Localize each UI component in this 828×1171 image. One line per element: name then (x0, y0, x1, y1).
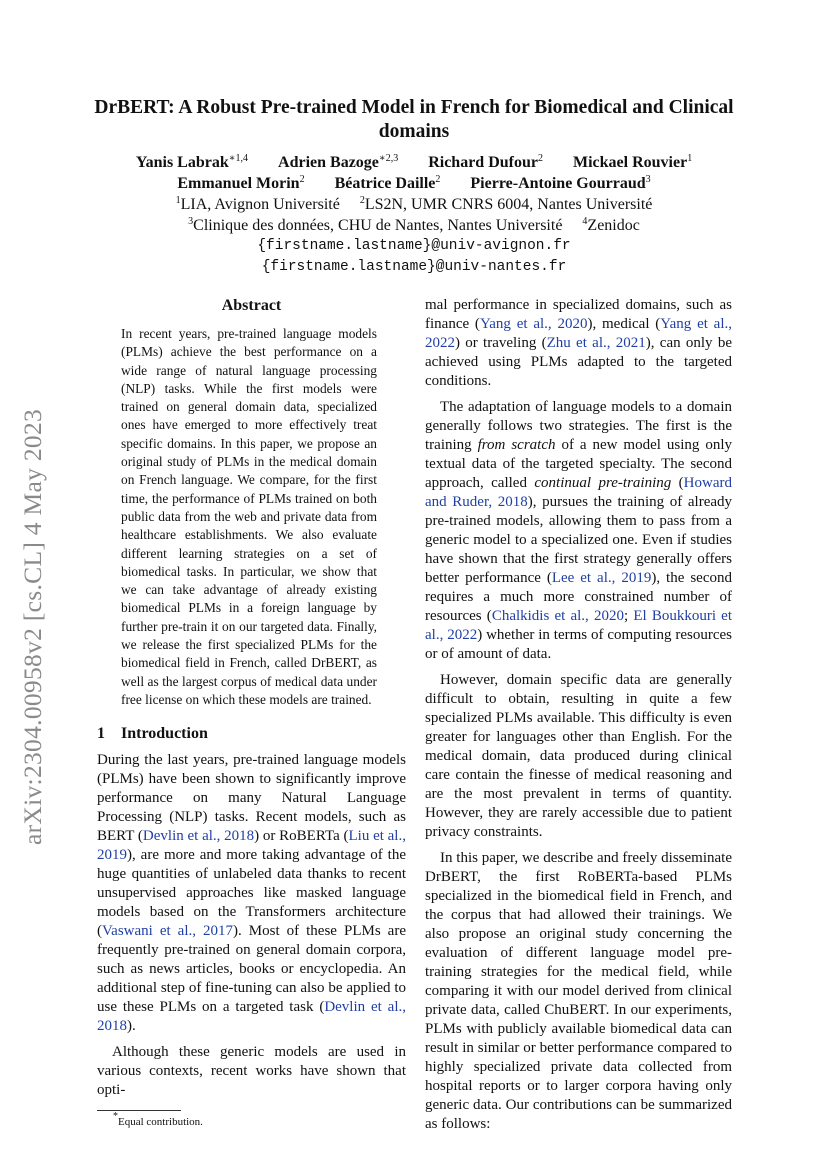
affiliation-row-2: $^3$Clinique des données, CHU de Nantes, Nantes Université $^4$Zenidoc (188, 216, 640, 234)
citation-link[interactable]: Yang et al., 2022 (425, 316, 733, 351)
abstract-text: In recent years, pre-trained language models (PLMs) achieve the best performance on a wide range of natural language processing (NLP) tasks. While the first models were trained on general domain data, specialized ones have emerged to more effectively treat specific domains. In this paper, we propose an original study of PLMs in the medical domain on French language. We compare, for the first time, the performance of PLMs trained on both public data from the web and private data from healthcare establishments. We also evaluate different learning strategies on a set of biomedical tasks. In particular, we show that we can take advantage of already existing biomedical PLMs in a foreign language by further pre-train it on our targeted data. Finally, we release the first specialized PLMs for the biomedical field in French, called DrBERT, as well as the largest corpus of medical data under free license on which these models are trained. (121, 326, 377, 707)
citation-link[interactable]: Chalkidis et al., 2020 (491, 608, 624, 624)
citation-link[interactable]: Howard and Ruder, 2018 (425, 475, 732, 510)
affiliation: Clinique des données, CHU de Nantes, Nantes Université (193, 217, 563, 234)
citation-link[interactable]: Zhu et al., 2021 (546, 335, 646, 351)
footnote: *Equal contribution. (113, 1111, 203, 1129)
author-name: Yanis Labrak (135, 154, 229, 171)
affiliation: LS2N, UMR CNRS 6004, Nantes Université (364, 196, 653, 213)
author-name: Béatrice Daille (334, 175, 436, 192)
citation-link[interactable]: Lee et al., 2019 (551, 570, 652, 586)
paragraph: During the last years, pre-trained language models (PLMs) have been shown to significantly improve performance on many Natural Language Processing (NLP) tasks. Recent models, such as BERT (Devlin et al., 2018) or RoBERTa (Liu et al., 2019), are more and more taking advantage of the huge quantities of unlabeled data thanks to recent unsupervised approaches like masked language models based on the Transformers architecture (Vaswani et al., 2017). Most of these PLMs are frequently pre-trained on general domain corpora, such as news articles, books or encyclopedia. An additional step of fine-tuning can also be applied to use these PLMs on a targeted task (Devlin et al., 2018). (97, 752, 406, 1035)
paragraph: mal performance in specialized domains, such as finance (Yang et al., 2020), medical (Yang et al., 2022) or traveling (Zhu et al., 2021), can only be achieved using PLMs adapted to the targeted conditions. (425, 297, 733, 389)
left-column (97, 296, 406, 1129)
affiliation-row-1: $^1$LIA, Avignon Université $^2$LS2N, UMR CNRS 6004, Nantes Université (175, 195, 653, 213)
citation-link[interactable]: El Boukkouri et al., 2022 (425, 608, 732, 643)
author-name: Adrien Bazoge (278, 154, 379, 171)
citation-link[interactable]: Liu et al., 2019 (97, 828, 406, 864)
email-line: {firstname.lastname}@univ-nantes.fr (261, 259, 567, 275)
citation-link[interactable]: Vaswani et al., 2017 (102, 923, 234, 940)
citation-link[interactable]: Devlin et al., 2018 (97, 999, 406, 1035)
author-row-2: Emmanuel Morin$^2$ Béatrice Daille$^2$ Pierre-Antoine Gourraud$^3$ (177, 174, 651, 192)
paragraph: Although these generic models are used in various contexts, recent works have shown that opti- (97, 1044, 406, 1099)
citation-link[interactable]: Yang et al., 2020 (479, 316, 588, 332)
right-column (425, 296, 732, 1141)
paragraph: In this paper, we describe and freely disseminate DrBERT, the first RoBERTa-based PLMs specialized in the biomedical field in French, and the corpus that had allowed their trainings. We also propose an original study concerning the evaluation of different language model pre-training strategies for the medical field, while comparing it with our model derived from clinical private data, called ChuBERT. In our experiments, PLMs with publicly available biomedical data can result in similar or better performance compared to highly specialized private data collected from hospital reports or to larger corpora having only generic data. Our contributions can be summarized as follows: (425, 850, 732, 1132)
author-name: Emmanuel Morin (177, 175, 300, 192)
footnote-rule (97, 1110, 181, 1111)
paragraph: However, domain specific data are generally difficult to obtain, resulting in quite a few specialized PLMs available. This difficulty is even greater for languages other than English. For the medical domain, data produced during clinical care contain the finesse of medical reasoning and are the most prevalent in terms of quantity. However, they are rarely accessible due to patient privacy constraints. (425, 672, 732, 840)
author-name: Pierre-Antoine Gourraud (470, 175, 646, 192)
citation-link[interactable]: Devlin et al., 2018 (142, 828, 255, 845)
section-heading-introduction: 1 Introduction (97, 725, 208, 743)
author-block (60, 152, 768, 278)
abstract-heading: Abstract (221, 297, 282, 314)
author-name: Mickael Rouvier (572, 154, 688, 171)
author-row-1: Yanis Labrak$^{∗1,4}$ Adrien Bazoge$^{∗2,3}$ Richard Dufour$^2$ Mickael Rouvier$^1$ (135, 153, 693, 171)
paper-title: DrBERT: A Robust Pre-trained Model in French for Biomedical and Clinical domains (94, 97, 734, 142)
affiliation: LIA, Avignon Université (180, 196, 340, 213)
email-line: {firstname.lastname}@univ-avignon.fr (257, 238, 571, 254)
affiliation: Zenidoc (587, 217, 640, 234)
paragraph: The adaptation of language models to a domain generally follows two strategies. The first is the training from scratch of a new model using only textual data of the targeted specialty. The second approach, called continual pre-training (Howard and Ruder, 2018), pursues the training of already pre-trained models, allowing them to pass from a generic model to a specialized one. Even if studies have shown that the first strategy generally offers better performance (Lee et al., 2019), the second requires a much more constrained number of resources (Chalkidis et al., 2020; El Boukkouri et al., 2022) whether in terms of computing resources or of amount of data. (425, 399, 733, 662)
author-name: Richard Dufour (428, 154, 538, 171)
